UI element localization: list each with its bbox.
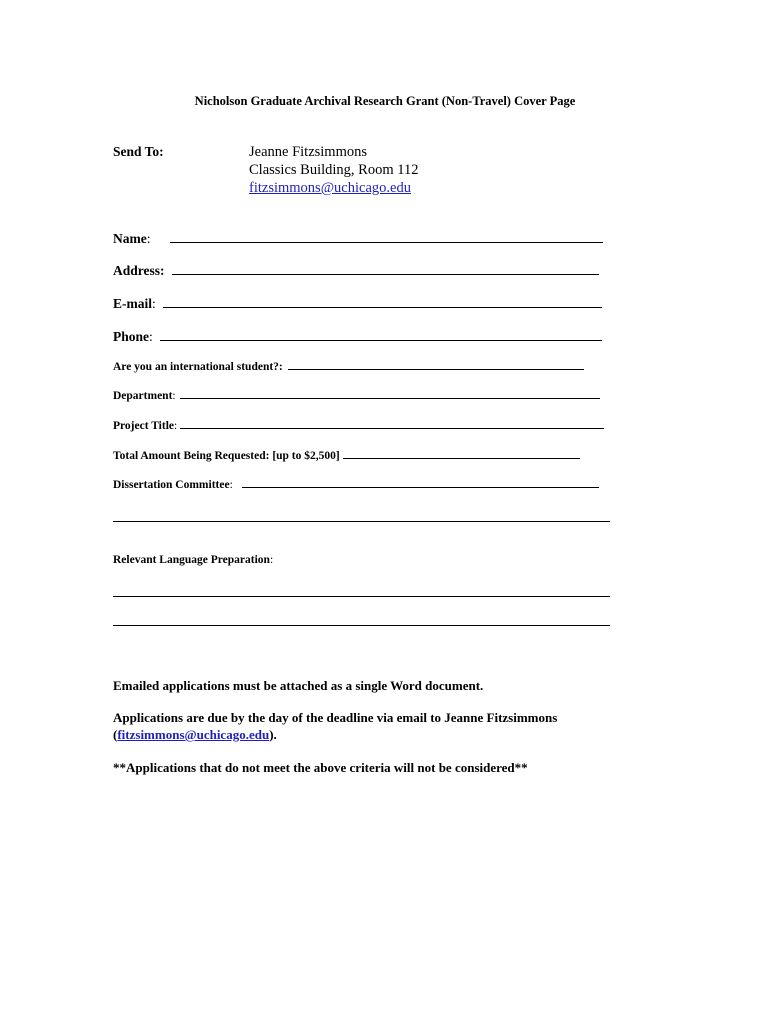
total-amount-input-line[interactable] [343, 457, 580, 459]
recipient-email-link[interactable]: fitzsimmons@uchicago.edu [249, 180, 411, 196]
language-label: Relevant Language Preparation [113, 554, 270, 566]
deadline-note [113, 709, 633, 743]
name-colon: : [146, 231, 151, 246]
send-to-label: Send To: [113, 144, 164, 159]
name-field-row [113, 231, 603, 247]
email-input-line[interactable] [163, 306, 602, 308]
international-input-line[interactable] [288, 368, 584, 370]
department-input-line[interactable] [180, 397, 600, 399]
deadline-email-link[interactable]: fitzsimmons@uchicago.edu [117, 727, 270, 742]
phone-label: Phone [113, 329, 150, 344]
deadline-open-paren: ( [113, 727, 118, 742]
total-amount-label: Total Amount Being Requested: [up to $2,500] [113, 450, 340, 462]
language-colon: : [269, 554, 274, 566]
department-colon: : [172, 390, 176, 402]
language-field-row [113, 554, 273, 566]
committee-colon: : [229, 479, 233, 491]
deadline-note-text: Applications are due by the day of the deadline via email to Jeanne Fitzsimmons [113, 710, 558, 725]
project-title-input-line[interactable] [180, 427, 604, 429]
committee-label: Dissertation Committee [113, 479, 230, 491]
name-input-line[interactable] [170, 241, 603, 243]
language-input-line-2[interactable] [113, 625, 610, 626]
phone-colon: : [149, 329, 153, 344]
international-label: Are you an international student?: [113, 361, 283, 373]
word-document-note: Emailed applications must be attached as a single Word document. [113, 678, 484, 693]
department-field-row [113, 390, 600, 402]
send-to-block [249, 143, 418, 197]
language-input-line-1[interactable] [113, 596, 610, 597]
project-title-label: Project Title [113, 420, 174, 432]
criteria-warning: **Applications that do not meet the above criteria will not be considered** [113, 760, 528, 775]
address-input-line[interactable] [172, 273, 599, 275]
total-amount-field-row [113, 450, 580, 462]
address-field-row [113, 263, 599, 279]
name-label: Name [113, 231, 147, 246]
recipient-address: Classics Building, Room 112 [249, 162, 419, 178]
committee-input-line[interactable] [242, 486, 599, 488]
address-label: Address: [113, 263, 165, 278]
phone-input-line[interactable] [160, 339, 602, 341]
recipient-name: Jeanne Fitzsimmons [249, 144, 368, 160]
committee-continuation-line[interactable] [113, 521, 610, 522]
phone-field-row [113, 329, 602, 345]
page-title: Nicholson Graduate Archival Research Grant (Non-Travel) Cover Page [194, 94, 576, 108]
email-label: E-mail [113, 296, 152, 311]
deadline-close-paren: ). [269, 727, 277, 742]
project-title-field-row [113, 420, 604, 432]
email-colon: : [152, 296, 156, 311]
international-field-row [113, 361, 584, 373]
project-title-colon: : [174, 420, 178, 432]
deadline-note-email-line [113, 726, 633, 743]
department-label: Department [113, 390, 173, 402]
email-field-row [113, 296, 602, 312]
committee-field-row [113, 479, 599, 491]
